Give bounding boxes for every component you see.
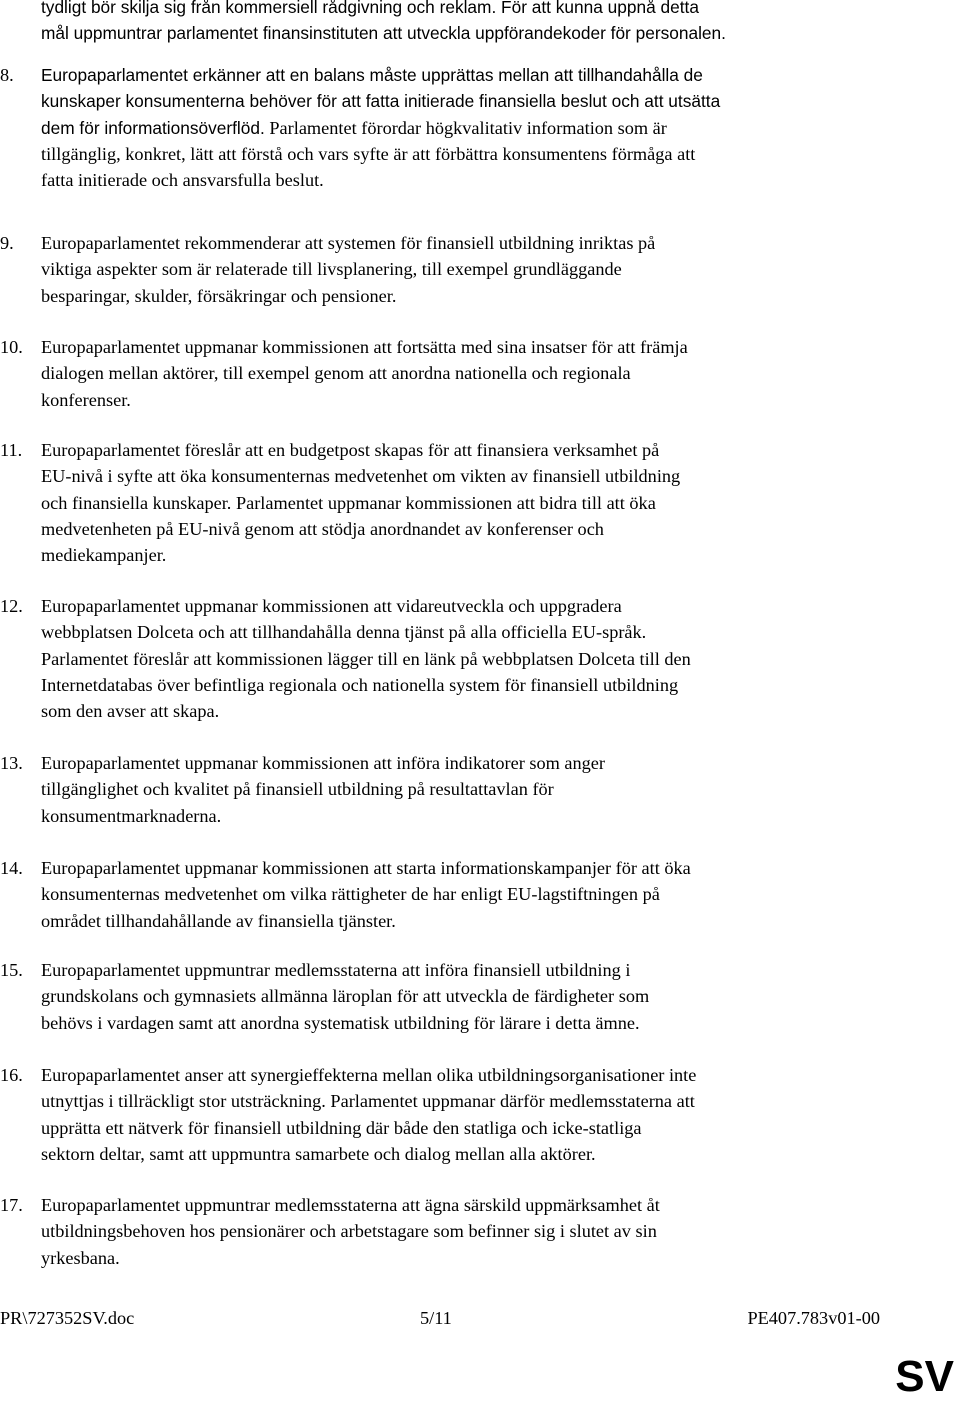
text-line: upprätta ett nätverk för finansiell utbildning där både den statliga och icke-statliga xyxy=(41,1117,642,1138)
document-reference: PR\727352SV.doc xyxy=(0,1308,135,1328)
text-line: webbplatsen Dolceta och att tillhandahålla denna tjänst på alla officiella EU-språk. xyxy=(41,622,647,643)
language-code: SV xyxy=(895,1352,954,1401)
text-line: yrkesbana. xyxy=(41,1247,120,1268)
paragraph-number: 8. xyxy=(0,65,14,85)
text-line: Europaparlamentet uppmuntrar medlemsstaterna att ägna särskild uppmärksamhet åt xyxy=(41,1195,660,1215)
text-line: utbildningsbehoven hos pensionärer och arbetstagare som befinner sig i slutet av sin xyxy=(41,1221,657,1242)
text-line: Europaparlamentet erkänner att en balans måste upprättas mellan att tillhandahålla de xyxy=(41,65,703,85)
text-line: Internetdatabas över befintliga regionala och nationella system för finansiell utbildning xyxy=(41,674,679,695)
paragraph-number: 17. xyxy=(0,1195,23,1215)
paragraph-number: 13. xyxy=(0,753,23,773)
text-line: sektorn deltar, samt att uppmuntra samarbete och dialog mellan alla aktörer. xyxy=(41,1143,596,1164)
paragraph-14 xyxy=(0,855,940,934)
paragraph-number: 14. xyxy=(0,858,23,878)
text-line: tillgänglighet och kvalitet på finansiell utbildning på resultattavlan för xyxy=(41,779,554,800)
text-segment: Parlamentet förordar högkvalitativ information som är xyxy=(264,117,667,138)
text-line: dialogen mellan aktörer, till exempel genom att anordna nationella och regionala xyxy=(41,363,631,384)
text-line: konferenser. xyxy=(41,389,131,410)
text-line: besparingar, skulder, försäkringar och pensioner. xyxy=(41,285,397,306)
text-line: Europaparlamentet rekommenderar att systemen för finansiell utbildning inriktas på xyxy=(41,233,656,253)
text-line: tydligt bör skilja sig från kommersiell rådgivning och reklam. För att kunna uppnå detta xyxy=(41,0,699,17)
text-line: Europaparlamentet uppmanar kommissionen att fortsätta med sina insatser för att främja xyxy=(41,337,688,357)
text-line: tillgänglig, konkret, lätt att förstå och vars syfte är att förbättra konsumentens förmåga att xyxy=(41,143,696,164)
paragraph-15 xyxy=(0,957,940,1036)
paragraph-16 xyxy=(0,1062,940,1167)
text-line: området tillhandahållande av finansiella tjänster. xyxy=(41,910,396,931)
text-line: viktiga aspekter som är relaterade till livsplanering, till exempel grundläggande xyxy=(41,259,622,280)
paragraph-number: 12. xyxy=(0,596,23,616)
text-line: och finansiella kunskaper. Parlamentet uppmanar kommissionen att bidra till att öka xyxy=(41,492,656,513)
page-number: 5/11 xyxy=(420,1308,452,1328)
paragraph-13 xyxy=(0,750,940,829)
text-segment: dem för informationsöverflöd. xyxy=(41,117,265,138)
paragraph-number: 10. xyxy=(0,337,23,357)
text-line: Europaparlamentet föreslår att en budgetpost skapas för att finansiera verksamhet på xyxy=(41,440,660,460)
text-line: EU-nivå i syfte att öka konsumenternas medvetenhet om vikten av finansiell utbildning xyxy=(41,466,681,487)
text-line: Europaparlamentet uppmuntrar medlemsstaterna att införa finansiell utbildning i xyxy=(41,960,631,980)
text-line: medvetenheten på EU-nivå genom att stödja anordnandet av konferenser och xyxy=(41,518,604,539)
text-line: utnyttjas i tillräckligt stor utsträckning. Parlamentet uppmanar därför medlemsstaterna att xyxy=(41,1091,695,1112)
paragraph-10 xyxy=(0,334,940,413)
text-line: Europaparlamentet uppmanar kommissionen att vidareutveckla och uppgradera xyxy=(41,596,622,616)
text-line: mål uppmuntrar parlamentet finansinstituten att utveckla uppförandekoder för personalen. xyxy=(41,23,726,43)
text-line: som den avser att skapa. xyxy=(41,701,220,722)
paragraph-number: 9. xyxy=(0,233,14,253)
paragraph-11 xyxy=(0,437,940,568)
paragraph-17 xyxy=(0,1192,940,1271)
continuation-text xyxy=(41,0,921,46)
text-line: konsumentmarknaderna. xyxy=(41,805,222,826)
text-line: Europaparlamentet anser att synergieffekterna mellan olika utbildningsorganisationer inte xyxy=(41,1065,697,1085)
text-line xyxy=(41,115,940,141)
text-line: Parlamentet föreslår att kommissionen lägger till en länk på webbplatsen Dolceta till den xyxy=(41,648,691,669)
page-footer xyxy=(0,1308,880,1338)
paragraph-8 xyxy=(0,62,940,193)
paragraph-12 xyxy=(0,593,940,724)
text-line: behövs i vardagen samt att anordna systematisk utbildning för lärare i detta ämne. xyxy=(41,1012,640,1033)
text-line: fatta initierade och ansvarsfulla beslut. xyxy=(41,170,324,191)
text-line: konsumenternas medvetenhet om vilka rättigheter de har enligt EU-lagstiftningen på xyxy=(41,884,660,905)
text-line: Europaparlamentet uppmanar kommissionen att införa indikatorer som anger xyxy=(41,753,606,773)
paragraph-9 xyxy=(0,230,940,309)
text-line: grundskolans och gymnasiets allmänna läroplan för att utveckla de färdigheter som xyxy=(41,986,650,1007)
text-line: mediekampanjer. xyxy=(41,545,167,566)
text-line: kunskaper konsumenterna behöver för att fatta initierade finansiella beslut och att utsätta xyxy=(41,91,721,112)
paragraph-number: 15. xyxy=(0,960,23,980)
text-line: Europaparlamentet uppmanar kommissionen att starta informationskampanjer för att öka xyxy=(41,858,691,878)
pe-reference: PE407.783v01-00 xyxy=(747,1308,880,1328)
paragraph-number: 16. xyxy=(0,1065,23,1085)
paragraph-number: 11. xyxy=(0,440,23,460)
